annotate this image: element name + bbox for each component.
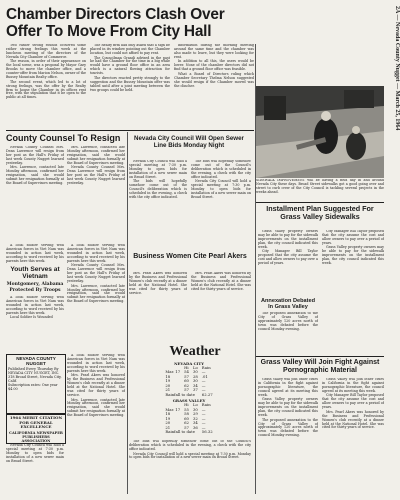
divider xyxy=(256,356,384,357)
paragraph: Mrs. Lawrence, contacted late Monday afternoon, confirmed her resignation, said she would submit her resignation formally at the Board of Supervisors meeting. xyxy=(6,165,64,185)
grass-valley-label: GRASS VALLEY xyxy=(172,398,206,404)
paragraph: Nevada County Counsel Mrs. Dean Lawrence will resign from her post as the Hall's Friday of last week County Nugget learned yesterday. xyxy=(67,263,125,283)
photo-image xyxy=(256,86,384,178)
award-title: 1964 MERIT CITATION FOR GENERAL EXCELLENCE xyxy=(9,415,63,430)
merit-award-box xyxy=(6,414,66,444)
paragraph: A local soldier serving with American forces in Viet Nam was wounded in action last week, according to word received by his parents here this week. xyxy=(67,244,125,263)
award-line2: CALIFORNIA NEWSPAPER PUBLISHERS ASSOCIATION xyxy=(9,430,63,444)
dispatch-intro xyxy=(6,244,64,264)
paragraph: A local soldier serving with American forces in Viet Nam was wounded in action last week, according to word received by his parents here this week. xyxy=(67,354,125,373)
annexation-body xyxy=(258,312,318,354)
main-article-col2 xyxy=(90,44,170,128)
dispatch-body-cont xyxy=(67,244,125,352)
sidewalks-headline: Installment Plan Suggested For Grass Valley Sidewalks xyxy=(266,204,374,222)
col-header: Hi xyxy=(184,402,189,408)
paragraph: Mrs. Lawrence, contacted late Monday afternoon, confirmed her resignation, said she would submit her resignation formally at the Board of Supervisors meeting. xyxy=(67,146,125,165)
dispatch-body xyxy=(6,296,64,352)
weather-bottom-text xyxy=(129,440,251,494)
col-header: Lo xyxy=(192,402,198,408)
main-headline xyxy=(6,6,384,40)
ncc-body-cont xyxy=(191,160,251,250)
business-body-cont xyxy=(191,272,251,342)
weather-table xyxy=(130,362,248,435)
paragraph: Mrs. Lawrence, contacted late Monday afternoon, confirmed her resignation, said she would submit her resignation formally at the Board of Supervisors meeting. xyxy=(67,283,125,304)
table-row: 21 57 37 — xyxy=(165,387,206,393)
paragraph: Grass Valley property owners may be able to pay for the sidewalk improvements on the installment plan, the city council indicated this week. xyxy=(258,230,318,249)
table-row: 19 60 30 — xyxy=(165,378,206,384)
page-info: 2A — Nevada County Nugget — March 25, 1964 xyxy=(394,6,400,131)
paragraph: Grass Valley will join other cities in California in the fight against pornographic literature, the council agreed at its meeting this week. xyxy=(322,378,384,393)
table-row xyxy=(163,393,214,398)
nevada-city-label: NEVADA CITY xyxy=(174,361,204,366)
paragraph: Grass Valley property owners may be able to pay for the sidewalk improvements on the installment plan, the city council indicated this week. xyxy=(322,245,384,266)
paragraph: Mrs. Pearl Akers was honored by the Business and Professional Women's club recently at a dinner held at the National Hotel. She was cited for thirty years of service. xyxy=(67,373,125,397)
paragraph: Nevada City Council will hold a special meeting at 7:30 p.m. Monday to open bids for installation of a new sewer main on Broad Street. xyxy=(129,160,187,179)
nugget-box-line: Subscription rates: One year $4.00 xyxy=(8,383,58,391)
paragraph: Mrs. Pearl Akers was honored by the Business and Professional Women's club recently at a dinner held at the National Hotel. She was cited for thirty years of service. xyxy=(322,409,384,430)
table-row: 18 58 29 — xyxy=(165,411,206,417)
rainfall-total: 62.27 xyxy=(201,391,213,397)
rainfall-total: 56.32 xyxy=(201,429,213,435)
paragraph: Two rather strong rounds occurred some rather strong feelings this week at the luncheon meeting of the directors of the Nevada City Chamber of Commerce. xyxy=(6,44,86,59)
nugget-box-line: NEVADA CITY NUGGET, INC. xyxy=(8,371,60,375)
paragraph: Local Soldier Is Wounded xyxy=(10,315,53,320)
paragraph: The Councilman Grandi advised in the past he had the Chamber for the time in a big while would have a ground floor office in an area which is a natural flowing attraction for tourists. xyxy=(90,55,170,76)
grass-valley-headline: Grass Valley Will Join Fight Against Pornographic Material xyxy=(260,359,380,374)
sidewalks-body-cont xyxy=(322,230,384,326)
table-row: 19 60 32 — xyxy=(165,415,206,421)
paragraph: The bids will hopefully somehow come out of the Council's deliberation which is scheduled in the evening, a check with the city office indicated. xyxy=(129,440,251,451)
nugget-info-box xyxy=(6,354,66,414)
paragraph: In addition to all this, the users would be lower. None of the chamber directors did not find that a ground floor office was feasible. xyxy=(174,59,254,72)
ncc-body xyxy=(129,160,187,250)
paragraph: The Realty firm had only asked that a sign be placed in its window pointing out the Chamber location, but could not afford to pay rent. xyxy=(90,44,170,55)
rainfall-label: Rainfall to date xyxy=(165,429,195,435)
col-header: Rain xyxy=(201,402,211,408)
page-folio xyxy=(390,0,400,500)
grass-valley-body-cont xyxy=(322,378,384,494)
nevada-city-table xyxy=(163,366,214,398)
dispatch-subhead2: Protected By Troops xyxy=(9,288,61,293)
col-header: Rain xyxy=(201,364,211,370)
table-row: 20 62 34 — xyxy=(165,420,206,426)
paragraph: Nevada County Counsel Mrs. Dean Lawrence will resign from her post as the Hall's Friday of last week County Nugget learned yesterday. xyxy=(6,146,64,165)
paragraph: City Manager Bill Taylor proposed that the city assume the cost and allow owners to pay over a period of years. xyxy=(258,249,318,266)
grass-valley-body xyxy=(258,378,318,494)
paragraph: Mrs. Pearl Akers was honored by the Business and Professional Women's club recently at a dinner held at the National Hotel. She was cited for thirty years of service. xyxy=(129,272,187,295)
paragraph: What a Board of Directors ruling which Chamber Secretary Thelma Nelson suggested she would resign if the Chamber moved was the clincher. xyxy=(174,71,254,88)
sidewalk-photo xyxy=(256,86,384,178)
nugget-box-line: 318 Broad Street, Nevada City, Calif. xyxy=(8,375,62,383)
nugget-box-title: NEVADA COUNTY NUGGET xyxy=(16,356,56,366)
left-lower-text xyxy=(67,354,125,494)
county-counsel-body-cont xyxy=(67,146,125,242)
paragraph: Mrs. Lawrence, contacted late Monday afternoon, confirmed her resignation, said she would submit her resignation formally at the Board of Supervisors meeting. xyxy=(67,397,125,418)
photo-caption xyxy=(256,179,384,201)
table-row: Mar. 17 54 30 — xyxy=(165,369,206,375)
paragraph: The second event, which led to a lot of strong feelings, was the offer by the Realty firm to house the Chamber in its offices rent free, with the stipulation that it be open to the public at all times. xyxy=(6,79,86,100)
paragraph: A local soldier serving with American forces in Viet Nam was wounded in action last week, according to word received by his parents here this week. xyxy=(6,244,64,263)
col-header: Hi xyxy=(184,364,189,370)
col-header: Lo xyxy=(192,364,198,370)
main-article-col1 xyxy=(6,44,86,128)
table-row: 20 62 34 — xyxy=(165,382,206,388)
rainfall-label: Rainfall to date xyxy=(165,391,195,397)
divider xyxy=(256,202,384,203)
nugget-box-line: Published Every Thursday By xyxy=(8,367,59,371)
left-bottom-text xyxy=(6,444,64,494)
divider xyxy=(6,130,254,131)
paragraph: Grass Valley property owners may be able to pay for the sidewalk improvements on the installment plan, the city council indicated this week. xyxy=(258,397,318,417)
paragraph: City Manager Bill Taylor proposed that the city assume the cost and allow owners to pay over a period of years. xyxy=(322,230,384,245)
paragraph: Mrs. Pearl Akers was honored by the Business and Professional Women's club recently at a dinner held at the National Hotel. She was cited for thirty years of service. xyxy=(191,272,251,291)
business-headline: Business Women Cite Pearl Akers xyxy=(133,253,247,260)
paragraph: information during the morning meeting around the same time and the chamber was also made to leave, but they were looking for rent. xyxy=(174,44,254,59)
paragraph: The directors reacted pretty strongly to the suggestion and the Bussey Mountain offer was tabled until after a joint meeting between the two groups could be held. xyxy=(90,75,170,92)
paragraph: Nevada City Council will hold a special meeting at 7:30 p.m. Monday to open bids for installation of a new sewer main on Broad Street. xyxy=(129,451,251,460)
paragraph: Grass Valley will join other cities in California in the fight against pornographic literature, the council agreed at its meeting this week. xyxy=(258,378,318,397)
grass-valley-table xyxy=(163,403,214,435)
nugget-box-text xyxy=(8,367,64,391)
main-article-col3 xyxy=(174,44,254,128)
headline-line2: Offer To Move From City Hall xyxy=(6,23,212,40)
table-row: 18 57 28 .01 xyxy=(165,373,208,379)
paragraph: Nevada City Council will hold a special meeting at 7:30 p.m. Monday to open bids for installation of a new sewer main on Broad Street. xyxy=(191,179,251,199)
paragraph: The proposed annexation to the City of Grass Valley of approximately 120 acres north of town was debated before the council Monday evening. xyxy=(258,312,318,331)
caption-text: SIDEWALK IMPROVEMENT will be having a field day in and around Nevada City these days. Broad Street sidewalks got a good going over and street to curb crew of the City Council is tackling several projects in the weeks ahead. xyxy=(256,179,384,194)
paragraph: City Manager Bill Taylor proposed that the city assume the cost and allow owners to pay over a period of years. xyxy=(322,393,384,410)
county-counsel-body xyxy=(6,146,64,242)
paragraph: Nevada County Counsel Mrs. Dean Lawrence will resign from her post as the Hall's Friday of last week County Nugget learned yesterday. xyxy=(67,165,125,185)
table-row: Mar. 17 55 30 — xyxy=(165,406,206,412)
column-rule xyxy=(127,132,128,494)
paragraph: The proposed annexation to the City of Grass Valley of approximately 120 acres north of town was debated before the council Monday evening. xyxy=(258,417,318,438)
paragraph: The bids will hopefully somehow come out of the Council's deliberation which is scheduled in the evening, a check with the city office indicated. xyxy=(191,160,251,179)
column-rule xyxy=(255,44,256,494)
table-row xyxy=(163,430,214,435)
county-counsel-headline: County Counsel To Resign xyxy=(6,133,121,143)
dispatch-headline: Youth Serves at Vietnam xyxy=(10,266,60,281)
business-body xyxy=(129,272,187,342)
paragraph: A local soldier serving with American forces in Viet Nam was wounded in action last week, according to word received by his parents here this week. xyxy=(6,296,64,315)
ncc-headline: Nevada City Council Will Open Sewer Line Bids Monday Night xyxy=(134,135,244,150)
annexation-headline: Annexation Debated In Grass Valley xyxy=(258,298,318,311)
dispatch-subhead: Montgomery, Alabama xyxy=(6,282,64,287)
headline-line1: Chamber Directors Clash Over xyxy=(6,6,225,23)
table-row: 21 57 36 — xyxy=(165,424,206,430)
paragraph: Nevada City Council will hold a special meeting at 7:30 p.m. Monday to open bids for installation of a new sewer main on Broad Street. xyxy=(6,444,64,463)
paragraph: The bids will hopefully somehow come out of the Council's deliberation which is scheduled in the evening, a check with the city office indicated. xyxy=(129,179,187,199)
paragraph: The reason, in order of their appearance on the local scene, was a proposal by Mayor Gary Brooks to move the chamber office, and a counter-offer from Marion Nelson, owner of the Bussey Mountain Realty office. xyxy=(6,59,86,80)
weather-title: Weather xyxy=(169,344,221,359)
